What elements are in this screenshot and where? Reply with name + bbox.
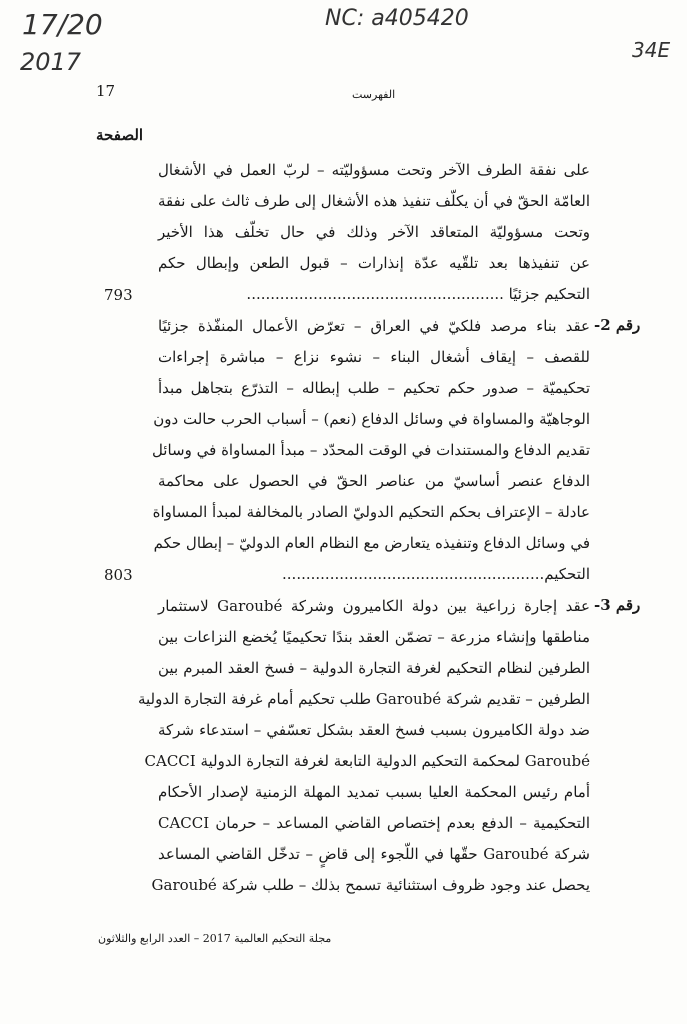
entry-line: عقد إجارة زراعية بين دولة الكاميرون وشركة Garoubé لاستثمار [158,597,590,615]
running-title: الفهرست [352,88,396,101]
entry-line: يحصل عند وجود ظروف استثنائية تسمح بذلك – طلب شركة Garoubé [151,876,590,894]
entry-line: عن تنفيذها بعد تلقّيه عدّة إنذارات – قبول الطعن وإبطال حكم [158,254,590,272]
entry-line: شركة Garoubé حقّها في اللّجوء إلى قاضٍ – تدخّل القاضي المساعد [158,845,590,863]
handwritten-note-reference: NC: a405420 [325,6,469,31]
entry-line: أمام رئيس المحكمة العليا بسبب تمديد المهلة الزمنية لإصدار الأحكام [158,783,590,801]
entry-line: الطرفين لنظام التحكيم لغرفة التجارة الدولية – فسخ العقد المبرم بين [158,659,590,677]
handwritten-note-shelf: 34E [632,38,671,62]
entry-line: التحكيم جزئيًا ...................................................... [246,285,590,303]
entry-label: رقم 3- [594,596,641,614]
page-number: 17 [96,82,116,100]
entry-line: تقديم الدفاع والمستندات في الوقت المحدّد – مبدأ المساواة في وسائل [151,441,590,459]
entry-page-number: 803 [104,566,133,584]
entry-line: التحكيم....................................................... [282,565,590,583]
entry-line: عادلة – الإعتراف بحكم التحكيم الدوليّ الصادر بالمخالفة لمبدأ المساواة [152,503,590,521]
entry-line: العامّة الحقّ في أن يكلّف تنفيذ هذه الأشغال إلى طرف ثالث على نفقة [158,192,590,210]
entry-page-number: 793 [104,286,133,304]
entry-line: وتحت مسؤوليّة المتعاقد الآخر وذلك في حال تخلّف هذا الأخير [158,223,590,241]
journal-footer: مجلة التحكيم العالمية 2017 – العدد الرابع والثلاثون [98,932,332,945]
entry-line: التحكيمية – الدفع بعدم إختصاص القاضي المساعد – حرمان CACCI [158,814,590,832]
entry-line: في وسائل الدفاع وتنفيذه يتعارض مع النظام العام الدوليّ – إبطال حكم [153,534,590,552]
entry-line: الدفاع عنصر أساسيّ من عناصر الحقّ في الحصول على محاكمة [158,472,590,490]
entry-line: عقد بناء مرصد فلكيّ في العراق – تعرّض الأعمال المنفّذة جزئيًا [158,317,590,335]
entry-line: على نفقة الطرف الآخر وتحت مسؤوليّته – لربّ العمل في الأشغال [158,161,590,179]
entry-line: للقصف – إيقاف أشغال البناء – نشوء نزاع – مباشرة إجراءات [158,348,590,366]
entry-line: Garoubé لمحكمة التحكيم الدولية التابعة لغرفة التجارة الدولية CACCI [144,752,590,770]
entry-label: رقم 2- [594,316,641,334]
entry-line: الوجاهيّة والمساواة في وسائل الدفاع (نعم) – أسباب الحرب حالت دون [153,410,590,428]
entry-line: الطرفين – تقديم شركة Garoubé طلب تحكيم أمام غرفة التجارة الدولية [137,690,590,708]
handwritten-note-year: 2017 [20,48,82,76]
handwritten-note-date: 17/20 [22,8,103,41]
entry-line: ضد دولة الكاميرون بسبب فسخ العقد بشكل تعسّفي – استدعاء شركة [158,721,590,739]
entry-line: تحكيميّة – صدور حكم تحكيم – طلب إبطاله – التذرّع بتجاهل مبدأ [158,379,590,397]
page-column-label: الصفحة [96,126,144,144]
entry-line: مناطقها وإنشاء مزرعة – تضمّن العقد بندًا تحكيميًا يُخضع النزاعات بين [158,628,590,646]
